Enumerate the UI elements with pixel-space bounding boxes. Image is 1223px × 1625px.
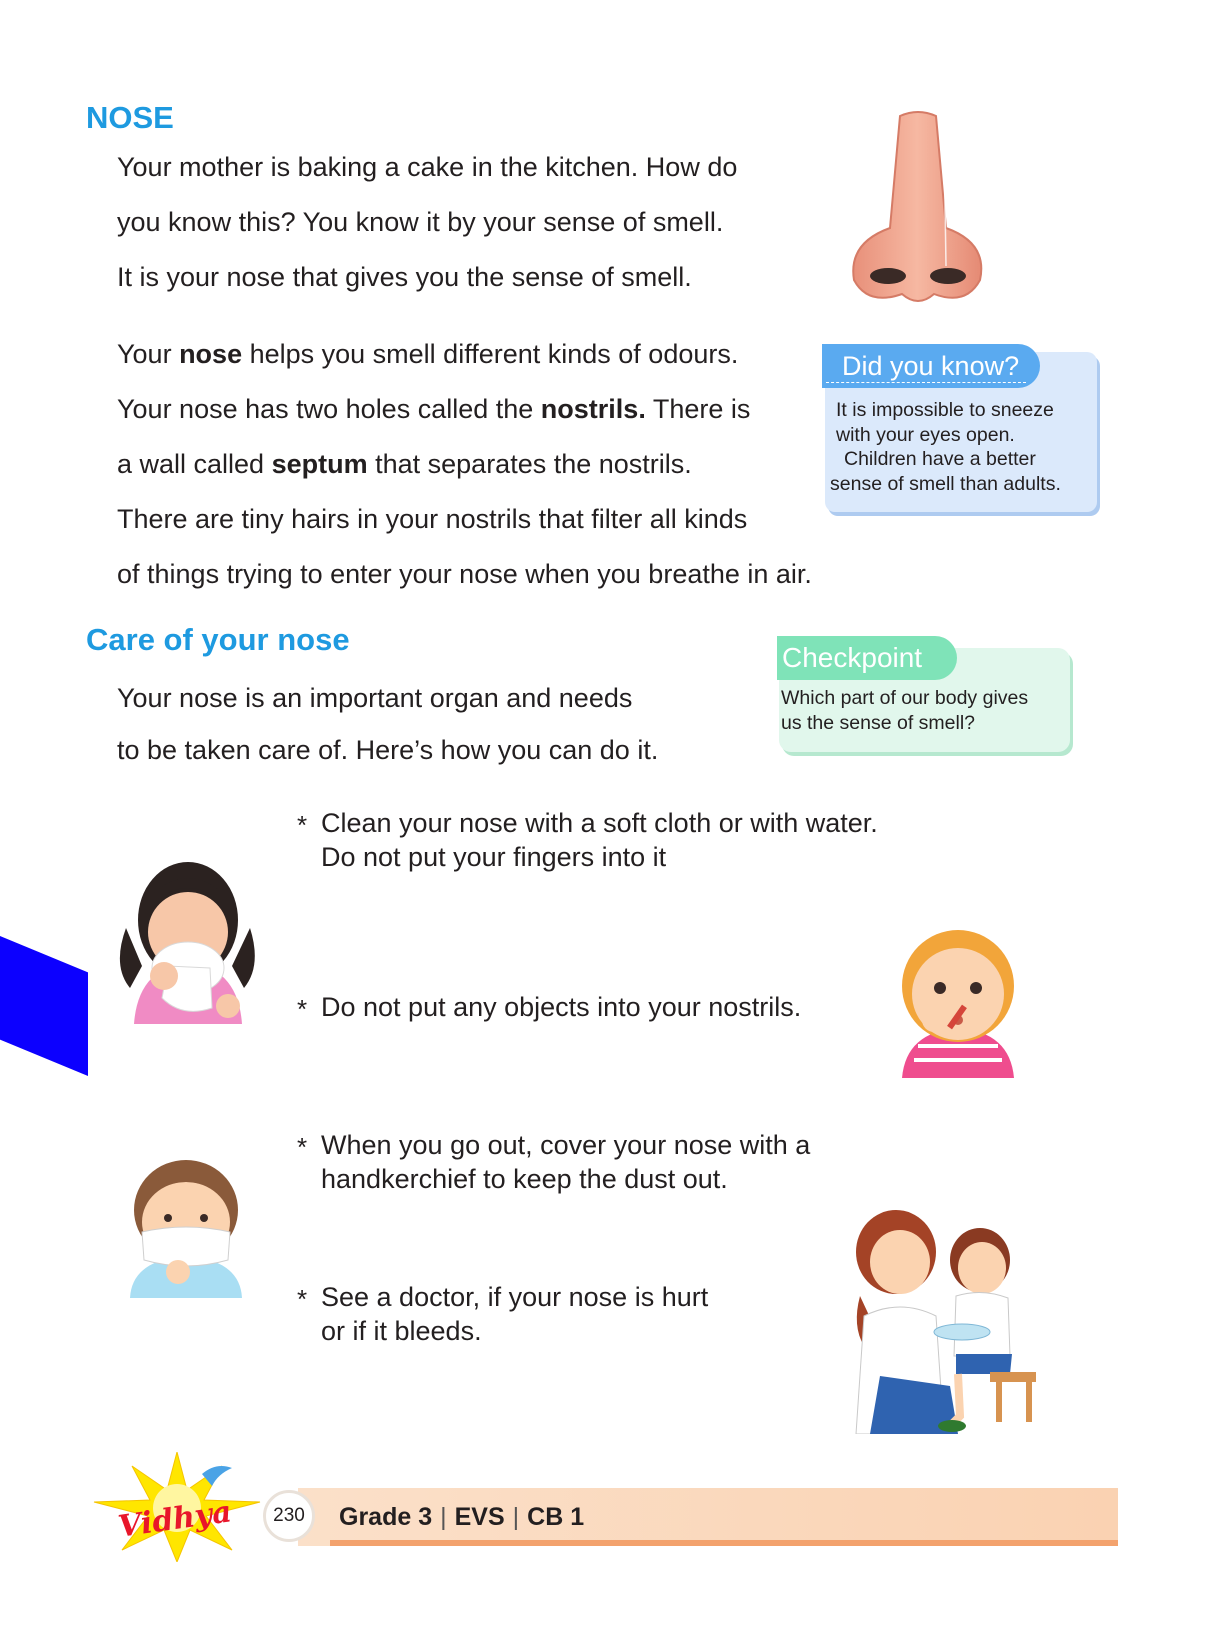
bold-term-nostrils: nostrils. (540, 394, 646, 424)
did-you-know-title: Did you know? (822, 344, 1040, 388)
care-line-2: to be taken care of. Here’s how you can do it. (117, 735, 659, 765)
child-with-mask-illustration (128, 1160, 244, 1298)
checkpoint-line-1: Which part of our body gives (781, 687, 1029, 709)
text-span: a wall called (117, 449, 272, 479)
nose-illustration (848, 108, 988, 310)
dyk-line-3: Children have a better (844, 448, 1036, 470)
vidhya-logo-text: Vidhya (116, 1494, 234, 1545)
section-title-care: Care of your nose (86, 622, 350, 657)
doctor-and-boy-illustration (840, 1206, 1036, 1434)
checkpoint-line-2: us the sense of smell? (781, 711, 976, 734)
bullet-star-icon: * (297, 810, 308, 840)
care-intro-paragraph (117, 672, 658, 776)
bullet-3-line-1: When you go out, cover your nose with a (321, 1130, 811, 1160)
intro-line-2: you know this? You know it by your sense of smell. (117, 207, 724, 237)
dyk-line-1: It is impossible to sneeze (836, 399, 1054, 421)
care-line-1: Your nose is an important organ and needs (117, 683, 633, 713)
bullet-4-line-2: or if it bleeds. (321, 1316, 482, 1346)
bullet-item-4 (297, 1280, 709, 1348)
bullet-item-1 (297, 806, 878, 874)
footer-book: CB 1 (527, 1503, 585, 1531)
intro-line-1: Your mother is baking a cake in the kitchen. How do (117, 152, 738, 182)
text-span: Your (117, 339, 180, 369)
bullet-1-line-2: Do not put your fingers into it (321, 842, 667, 872)
bullet-4-line-1: See a doctor, if your nose is hurt (321, 1282, 709, 1312)
boy-with-object-in-nose-illustration (888, 928, 1028, 1078)
girl-wiping-nose-illustration (112, 848, 262, 1024)
section-title-nose: NOSE (86, 100, 174, 135)
bold-term-septum: septum (271, 449, 368, 479)
body-line-1 (117, 327, 812, 382)
dyk-line-2: with your eyes open. (836, 423, 1015, 446)
body-line-2 (117, 382, 812, 437)
checkpoint-text (781, 686, 1071, 735)
body-line-4: There are tiny hairs in your nostrils that filter all kinds (117, 504, 748, 534)
footer-book-info (339, 1500, 584, 1534)
footer-separator: | (440, 1503, 447, 1531)
nose-body-paragraph (117, 327, 812, 602)
nose-intro-paragraph (117, 140, 737, 305)
footer-subject: EVS (454, 1503, 505, 1531)
footer-grade: Grade 3 (339, 1503, 433, 1531)
bullet-star-icon: * (297, 994, 308, 1024)
bullet-2-line-1: Do not put any objects into your nostrils. (321, 992, 802, 1022)
decorative-side-band (0, 936, 88, 1076)
dyk-line-4: sense of smell than adults. (830, 472, 1061, 495)
body-line-3 (117, 437, 812, 492)
intro-line-3: It is your nose that gives you the sense of smell. (117, 262, 692, 292)
bullet-star-icon: * (297, 1132, 308, 1162)
text-span: Your nose has two holes called the (117, 394, 541, 424)
bullet-item-3 (297, 1128, 811, 1196)
text-span: that separates the nostrils. (367, 449, 692, 479)
bullet-3-line-2: handkerchief to keep the dust out. (321, 1164, 728, 1194)
footer-accent-line (330, 1540, 1118, 1546)
body-line-5: of things trying to enter your nose when you breathe in air. (117, 559, 812, 589)
bullet-1-line-1: Clean your nose with a soft cloth or with water. (321, 808, 878, 838)
text-span: helps you smell different kinds of odours. (242, 339, 739, 369)
bullet-item-2 (297, 990, 802, 1024)
checkpoint-title: Checkpoint (777, 636, 957, 680)
page-number: 230 (263, 1490, 315, 1542)
bullet-star-icon: * (297, 1284, 308, 1314)
text-span: There is (645, 394, 751, 424)
footer-separator: | (512, 1503, 520, 1531)
did-you-know-text (830, 398, 1096, 496)
bold-term-nose: nose (179, 339, 243, 369)
